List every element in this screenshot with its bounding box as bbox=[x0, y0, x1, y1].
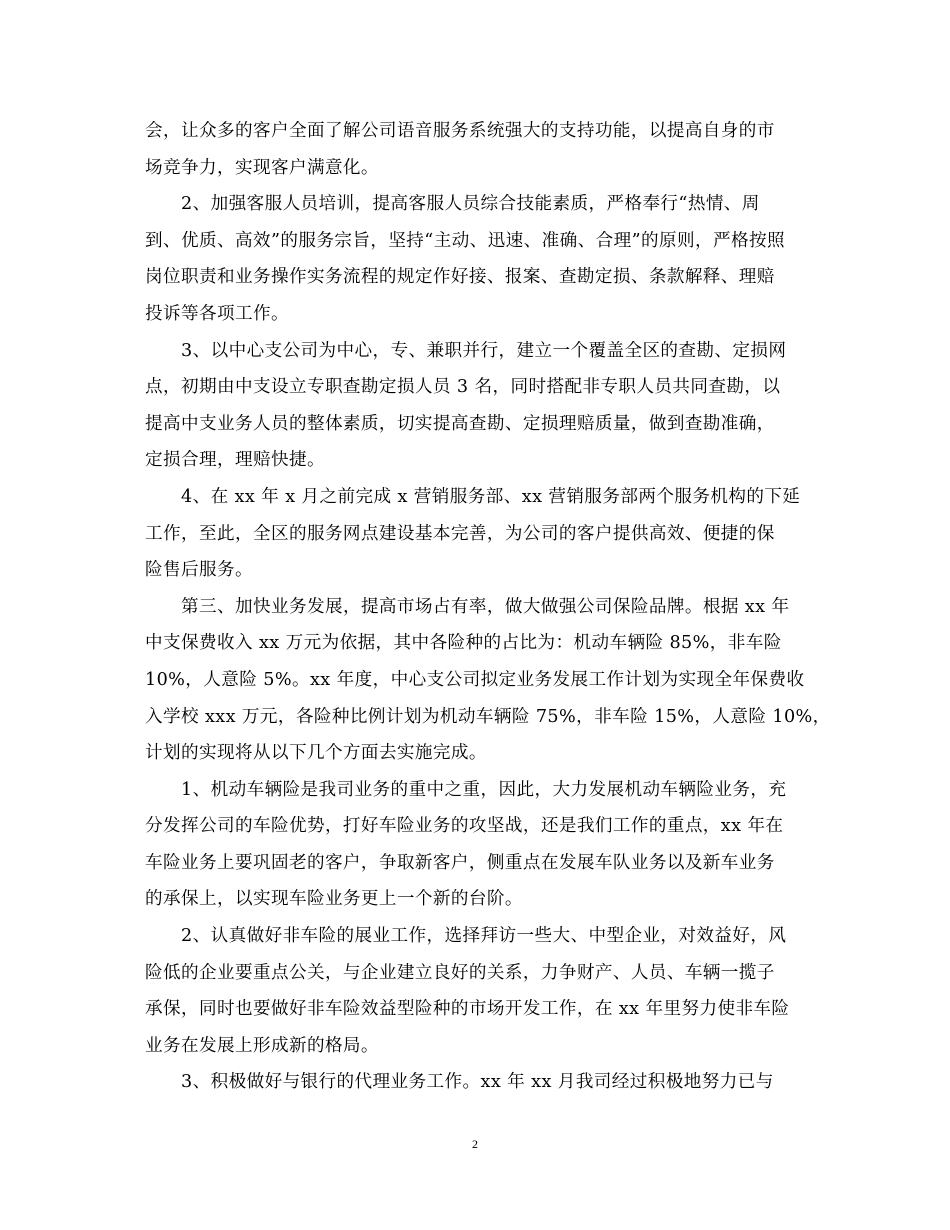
paragraph-start-line: 1、机动车辆险是我司业务的重中之重，因此，大力发展机动车辆险业务，充 bbox=[181, 779, 787, 800]
text-line: 到、优质、高效”的服务宗旨，坚持“主动、迅速、准确、合理”的原则，严格按照 bbox=[145, 230, 785, 251]
text-line: 10%，人意险 5%。xx 年度，中心支公司拟定业务发展工作计划为实现全年保费收 bbox=[145, 669, 805, 690]
document-body bbox=[145, 113, 831, 1101]
text-line: 的承保上，以实现车险业务更上一个新的台阶。 bbox=[145, 889, 523, 910]
page-number: 2 bbox=[472, 1137, 478, 1151]
text-line: 计划的实现将从以下几个方面去实施完成。 bbox=[145, 743, 487, 764]
text-line: 定损合理，理赔快捷。 bbox=[145, 450, 325, 471]
paragraph-start-line: 3、积极做好与银行的代理业务工作。xx 年 xx 月我司经过积极地努力已与 bbox=[181, 1072, 774, 1093]
text-line: 点，初期由中支设立专职查勘定损人员 3 名，同时搭配非专职人员共同查勘，以 bbox=[145, 377, 781, 398]
text-line: 入学校 xxx 万元，各险种比例计划为机动车辆险 75%，非车险 15%，人意险 10%， bbox=[145, 706, 831, 727]
text-line: 车险业务上要巩固老的客户，争取新客户，侧重点在发展车队业务以及新车业务 bbox=[145, 852, 775, 873]
text-line: 会，让众多的客户全面了解公司语音服务系统强大的支持功能，以提高自身的市 bbox=[145, 121, 775, 141]
text-line: 工作，至此，全区的服务网点建设基本完善，为公司的客户提供高效、便捷的保 bbox=[145, 523, 775, 544]
text-line: 提高中支业务人员的整体素质，切实提高查勘、定损理赔质量，做到查勘准确， bbox=[145, 413, 775, 434]
text-line: 险售后服务。 bbox=[145, 560, 253, 581]
text-line: 承保，同时也要做好非车险效益型险种的市场开发工作，在 xx 年里努力使非车险 bbox=[145, 999, 790, 1020]
paragraph-start-line: 2、加强客服人员培训，提高客服人员综合技能素质，严格奉行“热情、周 bbox=[181, 194, 760, 215]
text-line: 中支保费收入 xx 万元为依据，其中各险种的占比为：机动车辆险 85%，非车险 bbox=[145, 633, 782, 654]
text-line: 投诉等各项工作。 bbox=[145, 303, 289, 324]
text-line: 分发挥公司的车险优势，打好车险业务的攻坚战，还是我们工作的重点，xx 年在 bbox=[145, 816, 784, 837]
text-line: 险低的企业要重点公关，与企业建立良好的关系，力争财产、人员、车辆一揽子 bbox=[145, 962, 775, 983]
paragraph-start-line: 2、认真做好非车险的展业工作，选择拜访一些大、中型企业，对效益好，风 bbox=[181, 926, 787, 947]
text-line: 岗位职责和业务操作实务流程的规定作好接、报案、查勘定损、条款解释、理赔 bbox=[145, 267, 775, 288]
paragraph-start-line: 第三、加快业务发展，提高市场占有率，做大做强公司保险品牌。根据 xx 年 bbox=[181, 596, 790, 617]
text-line: 场竞争力，实现客户满意化。 bbox=[145, 157, 379, 178]
paragraph-start-line: 4、在 xx 年 x 月之前完成 x 营销服务部、xx 营销服务部两个服务机构的下延 bbox=[181, 486, 801, 507]
paragraph-start-line: 3、以中心支公司为中心，专、兼职并行，建立一个覆盖全区的查勘、定损网 bbox=[181, 340, 787, 361]
text-line: 业务在发展上形成新的格局。 bbox=[145, 1035, 379, 1056]
